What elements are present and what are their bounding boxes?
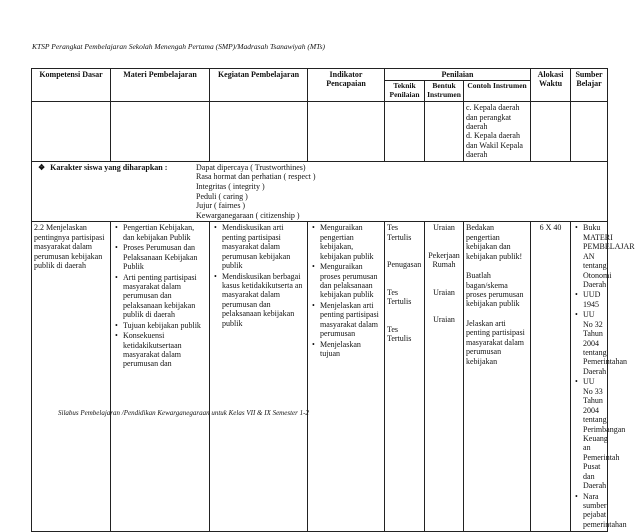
- col-alokasi-header: Alokasi Waktu: [531, 69, 571, 102]
- col-penilaian-header: Penilaian: [385, 69, 531, 81]
- cell-empty: [32, 102, 111, 162]
- bentuk-item: Uraian: [433, 223, 455, 233]
- materi-item: • Proses Perumusan dan Pelaksanaan Kebijakan Publik: [123, 243, 207, 271]
- cell-empty: [425, 102, 464, 162]
- bentuk-item: Pekerjaan Rumah: [428, 250, 460, 270]
- document-header: KTSP Perangkat Pembelajaran Sekolah Menengah Pertama (SMP)/Madrasah Tsanawiyah (MTs): [32, 42, 326, 51]
- indikator-cell: [308, 222, 385, 532]
- sumber-item: • UU No 32 Tahun 2004 tentang Pemerintahan Daerah: [583, 310, 605, 376]
- contoh-item: c. Kepala daerah dan perangkat daerah: [466, 103, 520, 131]
- continued-row: [32, 102, 608, 162]
- materi-item: • Konsekuensi ketidakikutsertaan masyarakat dalam perumusan dan: [123, 331, 207, 369]
- sumber-cell: [571, 222, 635, 532]
- sumber-item: • Nara sumber pejabat pemerintahan: [583, 492, 605, 530]
- cell-empty: [210, 102, 308, 162]
- indikator-item: • Menguraikan proses perumusan dan pelaksanaan kebijakan publik: [320, 262, 382, 300]
- indikator-item: • Menjelaskan tujuan: [320, 340, 382, 359]
- teknik-item: Tes Tertulis: [387, 223, 412, 242]
- diamond-bullet-icon: ❖: [38, 162, 46, 172]
- karakter-row: [32, 161, 608, 222]
- karakter-values: [196, 163, 316, 221]
- continued-contoh-cell: [464, 102, 531, 162]
- contoh-cell: [464, 222, 531, 532]
- contoh-item: Bedakan pengertian kebijakan dan kebijakan publik!: [466, 223, 523, 261]
- col-indikator-header: Indikator Pencapaian: [308, 69, 385, 102]
- indikator-item: • Menjelaskan arti penting partisipasi masyarakat dalam perumusan: [320, 301, 382, 339]
- col-teknik-header: Teknik Penilaian: [385, 81, 425, 102]
- header-row-1: [32, 69, 608, 81]
- col-bentuk-header: Bentuk Instrumen: [425, 81, 464, 102]
- materi-item: • Arti penting partisipasi masyarakat dalam perumusan dan pelaksanaan kebijakan publik di daerah: [123, 273, 207, 320]
- karakter-cell: [32, 161, 608, 222]
- contoh-item: Buatlah bagan/skema proses perumusan kebijakan publik: [466, 271, 524, 309]
- document-footer: Silabus Pembelajaran /Pendidikan Kewarganegaraan untuk Kelas VII & IX Semester 1-2: [58, 409, 309, 417]
- materi-cell: [111, 222, 210, 532]
- col-kegiatan-header: Kegiatan Pembelajaran: [210, 69, 308, 102]
- bentuk-cell: [425, 222, 464, 532]
- kegiatan-item: • Mendiskusikan arti penting partisipasi masyarakat dalam perumusan kebijakan publik: [222, 223, 305, 270]
- alokasi-cell: 6 X 40: [531, 222, 571, 532]
- contoh-item: Jelaskan arti penting partisipasi masyarakat dalam perumusan kebijakan: [466, 318, 525, 366]
- syllabus-table: [31, 68, 635, 532]
- col-kompetensi-header: Kompetensi Dasar: [32, 69, 111, 102]
- indikator-item: • Menguraikan pengertian kebijakan, kebijakan publik: [320, 223, 382, 261]
- teknik-cell: [385, 222, 425, 532]
- karakter-label: Karakter siswa yang diharapkan :: [50, 162, 168, 172]
- contoh-item: d. Kepala daerah dan Wakil Kepala daerah: [466, 131, 523, 160]
- cell-empty: [111, 102, 210, 162]
- karakter-value: Jujur ( fairnes ): [196, 201, 246, 211]
- teknik-item: Tes Tertulis: [387, 324, 412, 343]
- materi-item: • Pengertian Kebijakan, dan kebijakan Publik: [123, 223, 207, 242]
- cell-empty: [531, 102, 571, 162]
- teknik-item: Tes Tertulis: [387, 287, 412, 307]
- col-sumber-header: Sumber Belajar: [571, 69, 608, 102]
- sumber-item: • UU No 33 Tahun 2004 tentang Perimbangan Keuang an Pemerintah Pusat dan Daerah: [583, 377, 605, 490]
- karakter-value: Dapat dipercaya ( Trustworthines): [196, 162, 306, 172]
- sumber-item: • UUD 1945: [583, 290, 605, 309]
- karakter-value: Rasa hormat dan perhatian ( respect ): [196, 172, 316, 182]
- teknik-item: Penugasan: [387, 260, 422, 270]
- karakter-value: Kewarganegaraan ( citizenship ): [196, 210, 300, 220]
- col-contoh-header: Contoh Instrumen: [464, 81, 531, 102]
- materi-item: • Tujuan kebijakan publik: [123, 321, 207, 330]
- cell-empty: [308, 102, 385, 162]
- content-row: [32, 222, 608, 532]
- cell-empty: [385, 102, 425, 162]
- col-materi-header: Materi Pembelajaran: [111, 69, 210, 102]
- kegiatan-cell: [210, 222, 308, 532]
- karakter-value: Integritas ( integrity ): [196, 181, 265, 191]
- bentuk-item: Uraian: [433, 287, 455, 297]
- karakter-value: Peduli ( caring ): [196, 191, 248, 201]
- bentuk-item: Uraian: [433, 315, 455, 325]
- kompetensi-cell: 2.2 Menjelaskan pentingnya partisipasi masyarakat dalam perumusan kebijakan publik di daerah: [32, 222, 111, 532]
- sumber-item: • Buku MATERI PEMBELAJAR AN tentang Otonomi Daerah: [583, 223, 605, 289]
- kegiatan-item: • Mendiskusikan berbagai kasus ketidakikutserta an masyarakat dalam perumusan dan pelaksanaan kebijakan publik: [222, 272, 305, 329]
- cell-empty: [571, 102, 608, 162]
